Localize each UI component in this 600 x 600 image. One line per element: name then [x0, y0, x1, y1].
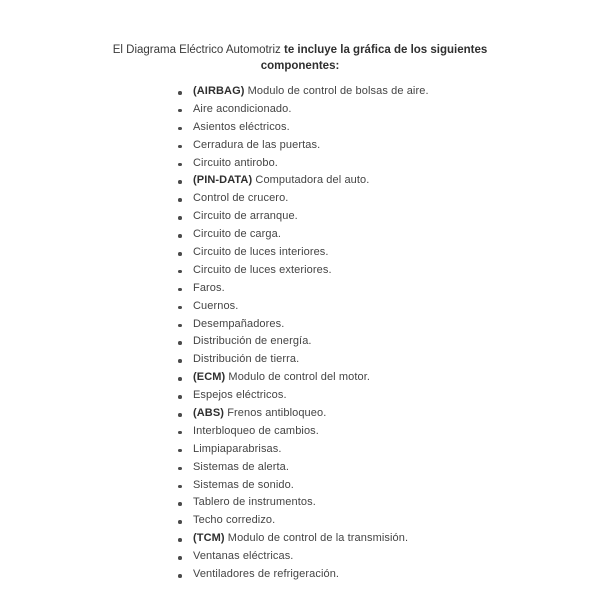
bullet-icon [178, 198, 182, 202]
component-text: Desempañadores. [193, 317, 285, 330]
component-text: Circuito de carga. [193, 228, 282, 241]
component-acronym: (PIN-DATA) [193, 174, 253, 187]
list-item [178, 405, 429, 423]
intro-plain-text: El Diagrama Eléctrico Automotriz [112, 44, 285, 56]
component-acronym: (TCM) [193, 532, 225, 545]
component-text: Modulo de control de la transmisión. [224, 532, 409, 545]
bullet-icon [178, 485, 182, 489]
list-item [178, 512, 429, 530]
list-item [178, 137, 429, 155]
component-text: Modulo de control de bolsas de aire. [244, 85, 429, 97]
bullet-icon [178, 163, 182, 167]
bullet-icon [178, 359, 182, 363]
bullet-icon [178, 431, 182, 435]
bullet-icon [178, 216, 182, 220]
bullet-icon [178, 91, 182, 95]
bullet-icon [178, 413, 182, 417]
list-item [178, 83, 429, 101]
list-item [178, 226, 429, 244]
list-item [178, 155, 429, 173]
bullet-icon [178, 306, 182, 310]
bullet-icon [178, 556, 182, 560]
component-text: Distribución de energía. [193, 335, 312, 348]
component-text: Sistemas de alerta. [193, 460, 290, 473]
component-text: Cerradura de las puertas. [193, 138, 321, 151]
bullet-icon [178, 341, 182, 345]
list-item [178, 530, 429, 548]
component-text: Espejos eléctricos. [193, 389, 287, 402]
bullet-icon [178, 234, 182, 238]
list-item [178, 548, 429, 566]
list-item [178, 459, 429, 477]
component-text: Faros. [193, 281, 225, 294]
list-item [178, 190, 429, 208]
bullet-icon [178, 127, 182, 131]
bullet-icon [178, 502, 182, 506]
component-text: Cuernos. [193, 299, 239, 312]
component-text: Circuito de arranque. [193, 210, 298, 223]
bullet-icon [178, 449, 182, 453]
list-item [178, 333, 429, 351]
intro-bold-text-line1: te incluye la gráfica de los siguientes [284, 44, 488, 56]
component-text: Distribución de tierra. [193, 353, 300, 366]
component-text: Limpiaparabrisas. [193, 442, 282, 455]
bullet-icon [178, 395, 182, 399]
component-acronym: (AIRBAG) [193, 85, 245, 97]
component-text: Circuito antirobo. [193, 156, 278, 169]
list-item [178, 441, 429, 459]
component-list [178, 83, 429, 584]
bullet-icon [178, 252, 182, 256]
list-item [178, 262, 429, 280]
bullet-icon [178, 538, 182, 542]
component-text: Ventanas eléctricas. [193, 550, 294, 563]
list-item [178, 172, 429, 190]
bullet-icon [178, 145, 182, 149]
bullet-icon [178, 180, 182, 184]
component-text: Interbloqueo de cambios. [193, 424, 319, 437]
list-item [178, 477, 429, 495]
bullet-icon [178, 270, 182, 274]
component-acronym: (ECM) [193, 371, 226, 384]
component-text: Ventiladores de refrigeración. [193, 568, 340, 581]
list-item [178, 316, 429, 334]
bullet-icon [178, 467, 182, 471]
list-item [178, 280, 429, 298]
list-item [178, 351, 429, 369]
list-item [178, 369, 429, 387]
component-text: Circuito de luces interiores. [193, 246, 329, 259]
list-item [178, 101, 429, 119]
bullet-icon [178, 574, 182, 578]
list-item [178, 298, 429, 316]
list-item [178, 119, 429, 137]
bullet-icon [178, 288, 182, 292]
list-item [178, 244, 429, 262]
list-item [178, 566, 429, 584]
bullet-icon [178, 109, 182, 113]
list-item [178, 494, 429, 512]
component-text: Tablero de instrumentos. [193, 496, 316, 509]
component-text: Frenos antibloqueo. [224, 407, 327, 420]
intro-bold-text-line2: componentes: [260, 60, 340, 72]
bullet-icon [178, 377, 182, 381]
bullet-icon [178, 324, 182, 328]
component-text: Sistemas de sonido. [193, 478, 294, 491]
list-item [178, 387, 429, 405]
component-text: Control de crucero. [193, 192, 289, 205]
component-text: Techo corredizo. [193, 514, 276, 527]
component-text: Aire acondicionado. [193, 102, 292, 115]
component-text: Circuito de luces exteriores. [193, 263, 332, 276]
list-item [178, 208, 429, 226]
bullet-icon [178, 520, 182, 524]
component-text: Computadora del auto. [252, 174, 370, 187]
list-item [178, 423, 429, 441]
component-acronym: (ABS) [193, 407, 225, 420]
component-text: Asientos eléctricos. [193, 120, 290, 133]
intro-paragraph [0, 42, 600, 74]
component-text: Modulo de control del motor. [225, 371, 371, 384]
